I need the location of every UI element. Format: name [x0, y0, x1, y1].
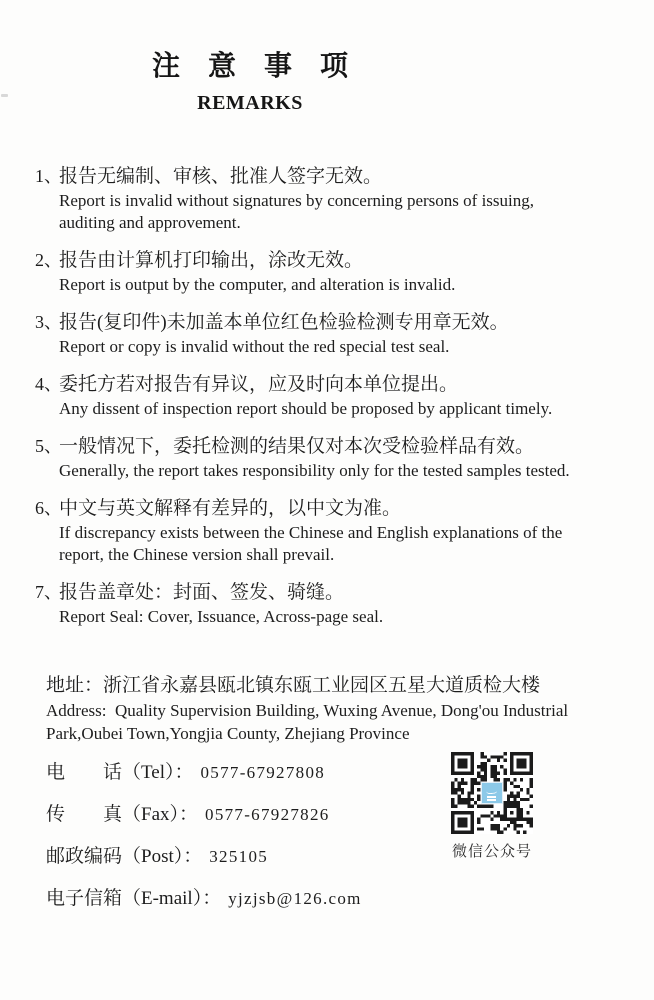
remark-text-english: Report or copy is invalid without the red special test seal. [59, 337, 450, 356]
page-title: 注 意 事 项 [151, 51, 348, 82]
remark-number: 1、 [35, 166, 62, 186]
email-label: 电子信箱（E-mail）： [46, 888, 222, 909]
wechat-qr-code [451, 752, 533, 834]
remark-text-english: report, the Chinese version shall prevail. [59, 545, 335, 564]
remark-text-english: Report Seal: Cover, Issuance, Across-page seal. [59, 607, 384, 626]
postcode-value: 325105 [209, 847, 269, 866]
remark-text-english: auditing and approvement. [59, 213, 241, 232]
remark-text-chinese: 中文与英文解释有差异的，以中文为准。 [59, 498, 402, 519]
contacts-block [46, 757, 362, 925]
remark-item-2 [35, 247, 646, 296]
remark-text-chinese: 报告由计算机打印输出，涂改无效。 [59, 250, 364, 271]
remark-number: 7、 [35, 582, 62, 602]
fax-label: 传 真（Fax）： [46, 804, 199, 825]
email-value: yjzjsb@126.com [228, 889, 362, 908]
postcode-label: 邮政编码（Post）： [46, 846, 203, 867]
telephone-value: 0577-67927808 [200, 763, 326, 782]
wechat-qr-block [449, 752, 535, 861]
remark-text-english: Report is output by the computer, and alteration is invalid. [59, 275, 456, 294]
email-line [46, 883, 362, 909]
address-english: Park,Oubei Town,Yongjia County, Zhejiang Province [46, 723, 410, 743]
telephone-label: 电 话（Tel）： [46, 762, 194, 783]
remark-number: 5、 [35, 436, 62, 456]
page-subtitle: REMARKS [197, 92, 303, 114]
qr-caption: 微信公众号 [451, 844, 532, 860]
remark-number: 2、 [35, 250, 62, 270]
remark-item-4 [35, 371, 646, 420]
remarks-list [35, 163, 646, 641]
address-block [46, 672, 646, 745]
remark-item-3 [35, 309, 646, 358]
address-english: Address: Quality Supervision Building, Wuxing Avenue, Dong'ou Industrial [46, 701, 569, 720]
remark-item-6 [35, 495, 646, 566]
remark-text-english: Generally, the report takes responsibility only for the tested samples tested. [59, 461, 570, 480]
remark-number: 6、 [35, 498, 62, 518]
remark-text-chinese: 报告盖章处：封面、签发、骑缝。 [59, 582, 345, 603]
qr-center-logo [481, 782, 503, 804]
telephone-line [46, 757, 362, 783]
postcode-line [46, 841, 362, 867]
remark-item-1 [35, 163, 646, 234]
remark-text-english: If discrepancy exists between the Chinese and English explanations of the [59, 523, 563, 542]
remark-text-chinese: 委托方若对报告有异议，应及时向本单位提出。 [59, 374, 459, 395]
remark-text-english: Any dissent of inspection report should be proposed by applicant timely. [59, 399, 553, 418]
remark-text-chinese: 一般情况下，委托检测的结果仅对本次受检验样品有效。 [59, 436, 535, 457]
remark-text-english: Report is invalid without signatures by concerning persons of issuing, [59, 191, 534, 210]
remark-text-chinese: 报告无编制、审核、批准人签字无效。 [59, 166, 383, 187]
fax-line [46, 799, 362, 825]
remark-text-chinese: 报告(复印件)未加盖本单位红色检验检测专用章无效。 [59, 312, 509, 333]
address-chinese: 地址：浙江省永嘉县瓯北镇东瓯工业园区五星大道质检大楼 [46, 675, 541, 696]
remark-item-5 [35, 433, 646, 482]
remark-number: 3、 [35, 312, 62, 332]
remark-number: 4、 [35, 374, 62, 394]
remark-item-7 [35, 579, 646, 628]
fax-value: 0577-67927826 [205, 805, 330, 824]
